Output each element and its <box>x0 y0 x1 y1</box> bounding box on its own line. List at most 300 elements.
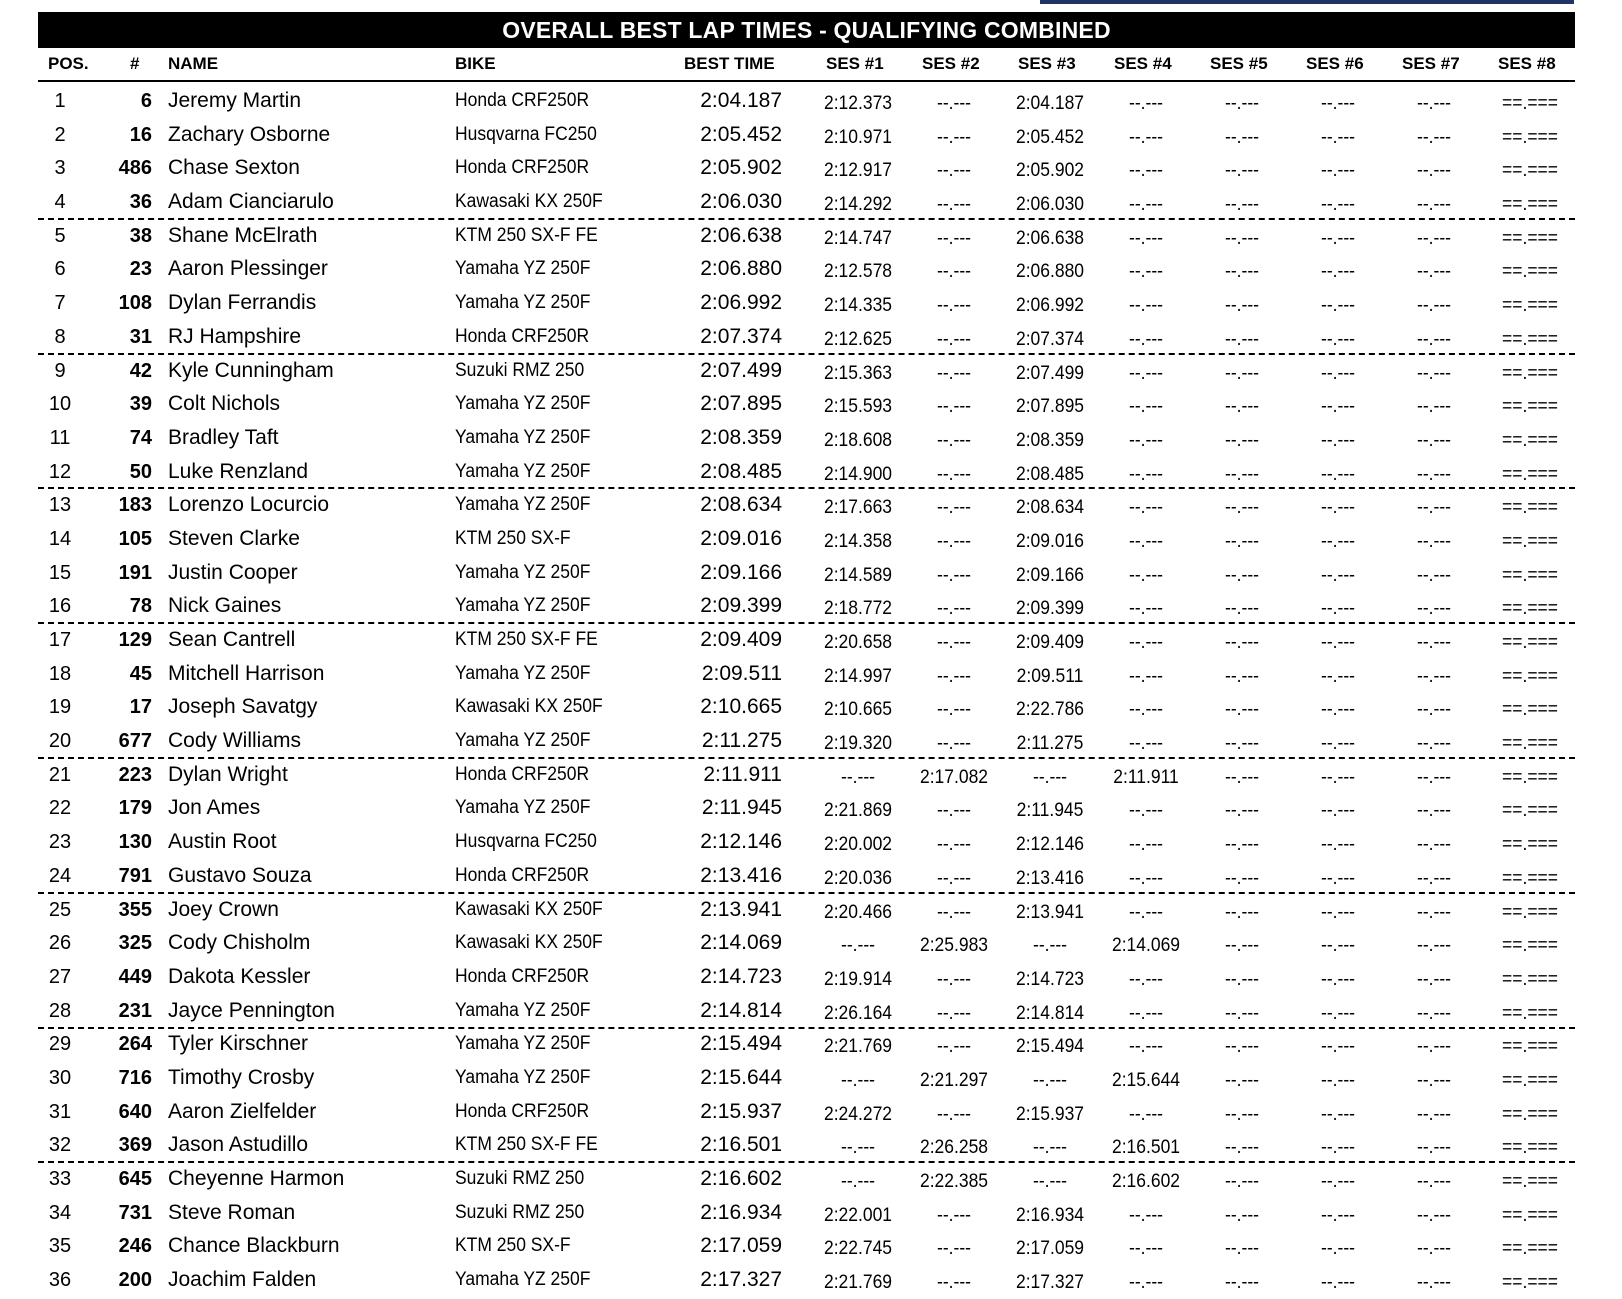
session-3-time-cell: 2:09.511 <box>1016 665 1084 687</box>
session-1-time-cell: 2:20.466 <box>823 901 893 923</box>
header-ses-5: SES #5 <box>1210 54 1268 73</box>
session-1-time-cell: --.--- <box>841 1069 875 1091</box>
session-8-time-cell: ==.=== <box>1502 834 1558 856</box>
session-7-time-cell: --.--- <box>1417 901 1451 923</box>
session-4-time-cell: --.--- <box>1129 328 1163 350</box>
rider-name-cell: Gustavo Souza <box>168 863 312 887</box>
session-5-time-cell: --.--- <box>1225 733 1259 755</box>
best-time-cell: 2:15.494 <box>700 1032 782 1056</box>
table-row <box>0 1265 1622 1299</box>
position-cell: 21 <box>48 763 72 786</box>
session-2-time-cell: --.--- <box>937 497 971 519</box>
session-6-time-cell: --.--- <box>1321 598 1355 620</box>
session-4-time-cell: --.--- <box>1129 463 1163 485</box>
session-5-time-cell: --.--- <box>1225 396 1259 418</box>
position-cell: 19 <box>48 696 72 719</box>
bike-cell: KTM 250 SX-F FE <box>455 629 598 650</box>
best-time-cell: 2:08.359 <box>700 425 782 449</box>
position-cell: 34 <box>48 1201 72 1224</box>
position-cell: 12 <box>48 460 72 483</box>
session-3-time-cell: 2:11.275 <box>1016 733 1084 755</box>
bike-cell: Yamaha YZ 250F <box>455 999 591 1021</box>
session-1-time-cell: 2:22.745 <box>823 1238 893 1260</box>
session-7-time-cell: --.--- <box>1417 429 1451 451</box>
session-2-time-cell: --.--- <box>937 665 971 687</box>
session-5-time-cell: --.--- <box>1225 867 1259 889</box>
session-8-time-cell: ==.=== <box>1502 160 1558 182</box>
session-8-time-cell: ==.=== <box>1502 935 1558 957</box>
session-2-time-cell: --.--- <box>937 968 971 990</box>
rider-name-cell: Austin Root <box>168 830 277 854</box>
position-cell: 18 <box>48 662 72 685</box>
best-time-cell: 2:07.895 <box>700 392 782 416</box>
table-row <box>0 895 1622 929</box>
session-3-time-cell: 2:04.187 <box>1015 93 1085 114</box>
bike-cell: Yamaha YZ 250F <box>455 595 591 617</box>
session-2-time-cell: --.--- <box>937 1103 971 1125</box>
session-6-time-cell: --.--- <box>1321 1002 1355 1024</box>
rider-number-cell: 449 <box>118 965 152 988</box>
rider-number-cell: 640 <box>118 1100 152 1123</box>
bike-cell: Suzuki RMZ 250 <box>455 1168 585 1189</box>
session-4-time-cell: --.--- <box>1129 1272 1163 1294</box>
position-cell: 35 <box>48 1235 72 1258</box>
session-4-time-cell: --.--- <box>1129 1103 1163 1125</box>
session-1-time-cell: 2:14.358 <box>823 530 893 552</box>
session-5-time-cell: --.--- <box>1225 1171 1259 1192</box>
session-5-time-cell: --.--- <box>1225 1272 1259 1294</box>
session-4-time-cell: --.--- <box>1129 1238 1163 1260</box>
bike-cell: Yamaha YZ 250F <box>455 1066 591 1088</box>
session-5-time-cell: --.--- <box>1225 295 1259 317</box>
position-cell: 33 <box>48 1168 72 1190</box>
session-5-time-cell: --.--- <box>1225 1069 1259 1091</box>
rider-number-cell: 325 <box>118 932 152 955</box>
session-7-time-cell: --.--- <box>1417 1272 1451 1294</box>
session-8-time-cell: ==.=== <box>1502 1069 1558 1091</box>
session-8-time-cell: ==.=== <box>1502 1272 1558 1294</box>
session-6-time-cell: --.--- <box>1321 328 1355 350</box>
bike-cell: Yamaha YZ 250F <box>455 393 591 415</box>
rider-name-cell: Dylan Ferrandis <box>168 291 317 315</box>
rider-name-cell: Cody Chisholm <box>168 931 311 955</box>
table-row <box>0 153 1622 187</box>
session-7-time-cell: --.--- <box>1417 935 1451 957</box>
bike-cell: Honda CRF250R <box>455 1100 590 1122</box>
session-3-time-cell: 2:08.485 <box>1015 463 1085 485</box>
position-cell: 20 <box>48 730 72 753</box>
session-1-time-cell: --.--- <box>841 766 875 788</box>
session-6-time-cell: --.--- <box>1321 1272 1355 1294</box>
session-5-time-cell: --.--- <box>1225 261 1259 283</box>
session-6-time-cell: --.--- <box>1321 1238 1355 1260</box>
rider-name-cell: Aaron Plessinger <box>168 257 328 281</box>
rider-name-cell: Sean Cantrell <box>168 628 296 651</box>
session-4-time-cell: --.--- <box>1129 733 1163 755</box>
rider-number-cell: 16 <box>129 123 152 146</box>
session-7-time-cell: --.--- <box>1417 968 1451 990</box>
session-7-time-cell: --.--- <box>1417 396 1451 418</box>
session-2-time-cell: --.--- <box>937 328 971 350</box>
position-cell: 24 <box>48 864 72 887</box>
rider-name-cell: Kyle Cunningham <box>168 358 334 382</box>
session-3-time-cell: 2:15.937 <box>1015 1103 1085 1125</box>
best-time-cell: 2:17.059 <box>700 1234 782 1258</box>
session-1-time-cell: --.--- <box>841 1137 875 1159</box>
session-5-time-cell: --.--- <box>1225 834 1259 856</box>
table-row <box>0 86 1622 120</box>
session-3-time-cell: 2:13.941 <box>1015 901 1085 923</box>
rider-number-cell: 264 <box>118 1033 152 1056</box>
session-2-time-cell: --.--- <box>937 1272 971 1294</box>
session-3-time-cell: --.--- <box>1033 1137 1067 1159</box>
session-2-time-cell: --.--- <box>937 463 971 485</box>
rider-number-cell: 74 <box>129 426 152 449</box>
session-8-time-cell: ==.=== <box>1502 699 1558 721</box>
session-4-time-cell: --.--- <box>1129 429 1163 451</box>
rider-number-cell: 231 <box>118 999 152 1022</box>
session-4-time-cell: --.--- <box>1129 1036 1163 1058</box>
table-row <box>0 692 1622 726</box>
bike-cell: KTM 250 SX-F FE <box>455 224 598 246</box>
best-time-cell: 2:06.992 <box>700 291 782 315</box>
session-6-time-cell: --.--- <box>1321 632 1355 653</box>
position-cell: 22 <box>48 797 72 820</box>
session-4-time-cell: --.--- <box>1129 901 1163 923</box>
session-2-time-cell: --.--- <box>937 598 971 620</box>
session-4-time-cell: --.--- <box>1129 564 1163 586</box>
position-cell: 3 <box>54 157 66 180</box>
best-time-cell: 2:12.146 <box>700 830 782 854</box>
header-bike: BIKE <box>455 54 496 73</box>
session-8-time-cell: ==.=== <box>1502 1036 1558 1058</box>
session-8-time-cell: ==.=== <box>1502 328 1558 350</box>
session-3-time-cell: 2:22.786 <box>1015 699 1085 721</box>
position-cell: 32 <box>48 1134 72 1157</box>
session-8-time-cell: ==.=== <box>1502 93 1558 114</box>
position-cell: 6 <box>54 258 66 281</box>
rider-number-cell: 130 <box>118 831 152 854</box>
session-6-time-cell: --.--- <box>1321 733 1355 755</box>
rider-name-cell: Jon Ames <box>168 796 261 820</box>
best-time-cell: 2:15.644 <box>700 1065 782 1089</box>
session-5-time-cell: --.--- <box>1225 968 1259 990</box>
session-8-time-cell: ==.=== <box>1502 530 1558 552</box>
best-time-cell: 2:09.016 <box>700 526 782 550</box>
session-7-time-cell: --.--- <box>1417 800 1451 822</box>
bike-cell: Kawasaki KX 250F <box>455 932 603 954</box>
session-8-time-cell: ==.=== <box>1502 396 1558 418</box>
session-6-time-cell: --.--- <box>1321 1069 1355 1091</box>
session-2-time-cell: --.--- <box>937 429 971 451</box>
best-time-cell: 2:14.069 <box>700 931 782 955</box>
session-3-time-cell: --.--- <box>1033 1069 1067 1091</box>
session-5-time-cell: --.--- <box>1225 935 1259 957</box>
session-5-time-cell: --.--- <box>1225 901 1259 923</box>
session-3-time-cell: 2:11.945 <box>1016 800 1084 822</box>
session-2-time-cell: --.--- <box>937 1238 971 1260</box>
rider-number-cell: 108 <box>118 292 152 315</box>
session-6-time-cell: --.--- <box>1321 968 1355 990</box>
session-3-time-cell: 2:09.166 <box>1015 564 1085 586</box>
session-1-time-cell: 2:21.769 <box>823 1036 893 1058</box>
header-pos: POS. <box>48 54 89 73</box>
session-6-time-cell: --.--- <box>1321 867 1355 889</box>
session-2-time-cell: --.--- <box>937 1204 971 1226</box>
session-6-time-cell: --.--- <box>1321 1036 1355 1058</box>
position-cell: 15 <box>48 561 72 584</box>
session-5-time-cell: --.--- <box>1225 1002 1259 1024</box>
rider-number-cell: 105 <box>118 527 152 550</box>
session-4-time-cell: --.--- <box>1129 1002 1163 1024</box>
session-4-time-cell: --.--- <box>1129 598 1163 620</box>
position-cell: 31 <box>48 1100 72 1123</box>
rider-number-cell: 355 <box>118 898 152 921</box>
rider-name-cell: Dylan Wright <box>168 762 288 786</box>
session-1-time-cell: 2:18.772 <box>823 598 893 620</box>
bike-cell: Yamaha YZ 250F <box>455 426 591 448</box>
table-row <box>0 558 1622 592</box>
best-time-cell: 2:17.327 <box>700 1268 782 1292</box>
session-7-time-cell: --.--- <box>1417 497 1451 519</box>
table-header <box>0 50 1622 78</box>
session-6-time-cell: --.--- <box>1321 1103 1355 1125</box>
session-6-time-cell: --.--- <box>1321 93 1355 114</box>
session-3-time-cell: 2:17.327 <box>1015 1272 1085 1294</box>
session-8-time-cell: ==.=== <box>1502 126 1558 148</box>
session-2-time-cell: --.--- <box>937 564 971 586</box>
session-1-time-cell: 2:12.917 <box>823 160 893 182</box>
bike-cell: Suzuki RMZ 250 <box>455 1201 585 1223</box>
session-1-time-cell: 2:24.272 <box>823 1103 893 1125</box>
table-row <box>0 793 1622 827</box>
position-cell: 14 <box>48 527 72 550</box>
session-8-time-cell: ==.=== <box>1502 1137 1558 1159</box>
header-ses-1: SES #1 <box>826 54 884 73</box>
session-6-time-cell: --.--- <box>1321 396 1355 418</box>
table-row <box>0 726 1622 760</box>
session-3-time-cell: 2:08.634 <box>1015 497 1085 519</box>
session-5-time-cell: --.--- <box>1225 530 1259 552</box>
bike-cell: KTM 250 SX-F <box>455 527 571 549</box>
session-1-time-cell: 2:14.292 <box>823 194 893 216</box>
position-cell: 17 <box>48 629 72 651</box>
session-6-time-cell: --.--- <box>1321 362 1355 384</box>
table-row <box>0 423 1622 457</box>
session-4-time-cell: --.--- <box>1129 261 1163 283</box>
session-1-time-cell: 2:19.320 <box>823 733 893 755</box>
position-cell: 10 <box>48 393 72 416</box>
session-8-time-cell: ==.=== <box>1502 1002 1558 1024</box>
session-6-time-cell: --.--- <box>1321 194 1355 216</box>
session-2-time-cell: --.--- <box>937 126 971 148</box>
session-7-time-cell: --.--- <box>1417 295 1451 317</box>
best-time-cell: 2:05.902 <box>700 156 782 180</box>
best-time-cell: 2:16.602 <box>700 1167 782 1190</box>
bike-cell: Suzuki RMZ 250 <box>455 359 585 381</box>
session-1-time-cell: 2:21.769 <box>823 1272 893 1294</box>
session-8-time-cell: ==.=== <box>1502 564 1558 586</box>
session-1-time-cell: 2:14.997 <box>823 665 893 687</box>
rider-number-cell: 36 <box>129 191 152 214</box>
position-cell: 13 <box>48 494 72 517</box>
header-best-time: BEST TIME <box>684 54 775 73</box>
session-7-time-cell: --.--- <box>1417 564 1451 586</box>
table-row <box>0 1164 1622 1198</box>
rider-number-cell: 38 <box>129 224 152 247</box>
table-row <box>0 524 1622 558</box>
bike-cell: Yamaha YZ 250F <box>455 1033 591 1055</box>
rider-number-cell: 677 <box>118 730 152 753</box>
bike-cell: Yamaha YZ 250F <box>455 258 591 280</box>
session-1-time-cell: 2:20.036 <box>823 867 893 889</box>
session-2-time-cell: --.--- <box>937 194 971 216</box>
session-3-time-cell: 2:06.992 <box>1015 295 1085 317</box>
page-title: OVERALL BEST LAP TIMES - QUALIFYING COMBINED <box>38 12 1575 48</box>
session-2-time-cell: 2:21.297 <box>919 1069 989 1091</box>
session-1-time-cell: 2:14.589 <box>823 564 893 586</box>
table-row <box>0 591 1622 625</box>
session-6-time-cell: --.--- <box>1321 1137 1355 1159</box>
position-cell: 23 <box>48 831 72 854</box>
table-row <box>0 928 1622 962</box>
session-4-time-cell: --.--- <box>1129 867 1163 889</box>
session-1-time-cell: 2:10.665 <box>823 699 893 721</box>
session-3-time-cell: 2:09.016 <box>1015 530 1085 552</box>
session-1-time-cell: 2:14.335 <box>823 295 893 317</box>
table-row <box>0 1063 1622 1097</box>
session-2-time-cell: --.--- <box>937 1002 971 1024</box>
session-8-time-cell: ==.=== <box>1502 766 1558 788</box>
bike-cell: Kawasaki KX 250F <box>455 191 603 213</box>
session-1-time-cell: 2:19.914 <box>823 968 893 990</box>
rider-name-cell: Chase Sexton <box>168 156 300 180</box>
rider-number-cell: 179 <box>118 797 152 820</box>
best-time-cell: 2:13.941 <box>700 897 782 921</box>
session-6-time-cell: --.--- <box>1321 227 1355 249</box>
session-8-time-cell: ==.=== <box>1502 497 1558 519</box>
group-divider <box>38 622 1575 624</box>
rider-number-cell: 191 <box>118 561 152 584</box>
session-5-time-cell: --.--- <box>1225 564 1259 586</box>
table-row <box>0 962 1622 996</box>
group-divider <box>38 892 1575 894</box>
rider-number-cell: 129 <box>118 629 152 651</box>
session-7-time-cell: --.--- <box>1417 530 1451 552</box>
session-7-time-cell: --.--- <box>1417 1002 1451 1024</box>
best-time-cell: 2:11.945 <box>701 796 782 820</box>
session-2-time-cell: --.--- <box>937 733 971 755</box>
session-6-time-cell: --.--- <box>1321 126 1355 148</box>
session-7-time-cell: --.--- <box>1417 227 1451 249</box>
rider-name-cell: Lorenzo Locurcio <box>168 493 330 517</box>
session-5-time-cell: --.--- <box>1225 227 1259 249</box>
rider-name-cell: Dakota Kessler <box>168 964 311 988</box>
rider-name-cell: Mitchell Harrison <box>168 661 325 685</box>
session-5-time-cell: --.--- <box>1225 800 1259 822</box>
session-3-time-cell: --.--- <box>1033 935 1067 957</box>
session-6-time-cell: --.--- <box>1321 834 1355 856</box>
best-time-cell: 2:08.634 <box>700 493 782 517</box>
session-3-time-cell: 2:15.494 <box>1015 1036 1085 1058</box>
session-7-time-cell: --.--- <box>1417 1171 1451 1192</box>
session-2-time-cell: --.--- <box>937 295 971 317</box>
best-time-cell: 2:07.374 <box>700 324 782 348</box>
bike-cell: KTM 250 SX-F FE <box>455 1134 598 1156</box>
bike-cell: Honda CRF250R <box>455 965 590 987</box>
rider-name-cell: Jayce Pennington <box>168 998 335 1022</box>
session-1-time-cell: 2:18.608 <box>823 429 893 451</box>
bike-cell: Honda CRF250R <box>455 325 590 347</box>
best-time-cell: 2:09.511 <box>701 661 782 685</box>
bike-cell: Yamaha YZ 250F <box>455 561 591 583</box>
table-row <box>0 760 1622 794</box>
session-3-time-cell: 2:16.934 <box>1015 1204 1085 1226</box>
session-7-time-cell: --.--- <box>1417 1036 1451 1058</box>
session-4-time-cell: --.--- <box>1129 699 1163 721</box>
session-1-time-cell: 2:12.373 <box>823 93 893 114</box>
table-row <box>0 356 1622 390</box>
bike-cell: Husqvarna FC250 <box>455 123 597 145</box>
table-row <box>0 221 1622 255</box>
rider-number-cell: 716 <box>118 1066 152 1089</box>
session-8-time-cell: ==.=== <box>1502 194 1558 216</box>
rider-number-cell: 45 <box>129 662 152 685</box>
position-cell: 11 <box>49 426 71 449</box>
session-3-time-cell: 2:06.880 <box>1015 261 1085 283</box>
position-cell: 8 <box>54 325 66 348</box>
session-8-time-cell: ==.=== <box>1502 598 1558 620</box>
group-divider <box>38 757 1575 759</box>
session-7-time-cell: --.--- <box>1417 1103 1451 1125</box>
position-cell: 16 <box>48 595 72 618</box>
rider-name-cell: Cody Williams <box>168 729 302 753</box>
rider-number-cell: 23 <box>129 258 152 281</box>
rider-name-cell: Jeremy Martin <box>168 89 302 112</box>
best-time-cell: 2:04.187 <box>700 89 782 112</box>
session-2-time-cell: --.--- <box>937 93 971 114</box>
session-4-time-cell: --.--- <box>1129 227 1163 249</box>
results-table <box>0 86 1622 1299</box>
rider-name-cell: Justin Cooper <box>168 560 298 584</box>
top-accent-bar <box>1040 0 1574 4</box>
rider-name-cell: Cheyenne Harmon <box>168 1167 345 1190</box>
session-4-time-cell: --.--- <box>1129 530 1163 552</box>
bike-cell: Husqvarna FC250 <box>455 831 597 853</box>
rider-number-cell: 369 <box>118 1134 152 1157</box>
rider-name-cell: Aaron Zielfelder <box>168 1099 317 1123</box>
position-cell: 9 <box>54 359 66 382</box>
session-8-time-cell: ==.=== <box>1502 632 1558 653</box>
session-8-time-cell: ==.=== <box>1502 800 1558 822</box>
session-5-time-cell: --.--- <box>1225 1238 1259 1260</box>
rider-number-cell: 50 <box>129 460 152 483</box>
session-1-time-cell: 2:26.164 <box>823 1002 893 1024</box>
table-row <box>0 1231 1622 1265</box>
position-cell: 2 <box>54 123 66 146</box>
position-cell: 28 <box>48 999 72 1022</box>
session-5-time-cell: --.--- <box>1225 632 1259 653</box>
rider-name-cell: Zachary Osborne <box>168 122 331 146</box>
bike-cell: Yamaha YZ 250F <box>455 662 591 684</box>
table-row <box>0 389 1622 423</box>
session-6-time-cell: --.--- <box>1321 497 1355 519</box>
session-8-time-cell: ==.=== <box>1502 665 1558 687</box>
rider-number-cell: 17 <box>129 696 152 719</box>
rider-name-cell: Adam Cianciarulo <box>168 190 334 214</box>
table-row <box>0 288 1622 322</box>
best-time-cell: 2:05.452 <box>700 122 782 146</box>
